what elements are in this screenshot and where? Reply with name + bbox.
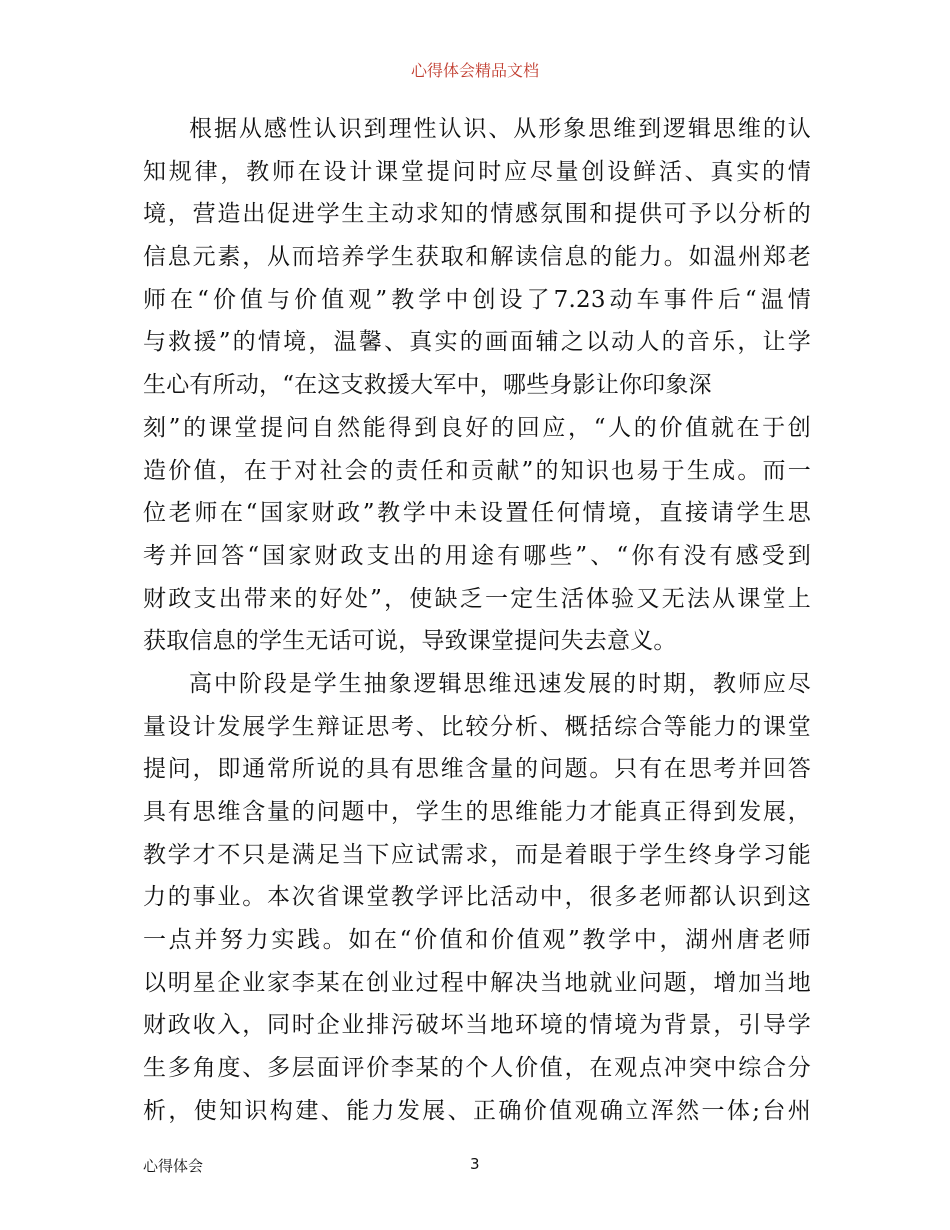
paragraph-1-line-1: 根据从感性认识到理性认识、从形象思维到逻辑思维的认: [189, 116, 811, 142]
paragraph-2-line-7: 一点并努力实践。如在“价值和价值观”教学中，湖州唐老师: [143, 927, 811, 954]
paragraph-1-line-5: 师在“价值与价值观”教学中创设了7.23动车事件后“温情: [143, 286, 811, 313]
paragraph-2-line-3: 提问，即通常所说的具有思维含量的问题。只有在思考并回答: [143, 756, 811, 783]
paragraph-1-line-13: 获取信息的学生无话可说，导致课堂提问失去意义。: [143, 628, 677, 655]
document-body: [143, 108, 811, 1133]
paragraph-2-line-2: 量设计发展学生辩证思考、比较分析、概括综合等能力的课堂: [143, 713, 811, 740]
paragraph-1-line-4: 信息元素，从而培养学生获取和解读信息的能力。如温州郑老: [143, 244, 811, 271]
paragraph-1-line-8: 刻”的课堂提问自然能得到良好的回应，“人的价值就在于创: [143, 414, 811, 441]
paragraph-1-line-6: 与救援”的情境，温馨、真实的画面辅之以动人的音乐，让学: [143, 329, 811, 356]
paragraph-1-line-11: 考并回答“国家财政支出的用途有哪些”、“你有没有感受到: [143, 542, 811, 569]
paragraph-1-line-9: 造价值，在于对社会的责任和贡献”的知识也易于生成。而一: [143, 457, 811, 484]
paragraph-1-line-10: 位老师在“国家财政”教学中未设置任何情境，直接请学生思: [143, 500, 811, 527]
paragraph-2-line-5: 教学才不只是满足当下应试需求，而是着眼于学生终身学习能: [143, 841, 811, 868]
paragraph-2-line-4: 具有思维含量的问题中，学生的思维能力才能真正得到发展，: [143, 799, 811, 825]
paragraph-2-line-10: 生多角度、多层面评价李某的个人价值，在观点冲突中综合分: [143, 1055, 811, 1082]
paragraph-1-line-7: 生心有所动，“在这支救援大军中，哪些身影让你印象深: [143, 372, 712, 399]
paragraph-1-line-3: 境，营造出促进学生主动求知的情感氛围和提供可予以分析的: [143, 201, 811, 228]
page-number: 3: [470, 1155, 480, 1173]
paragraph-2-line-11: 析，使知识构建、能力发展、正确价值观确立浑然一体;台州: [143, 1097, 811, 1124]
paragraph-2-line-9: 财政收入，同时企业排污破坏当地环境的情境为背景，引导学: [143, 1012, 811, 1039]
page-header-title: 心得体会精品文档: [410, 61, 539, 80]
paragraph-1-line-2: 知规律，教师在设计课堂提问时应尽量创设鲜活、真实的情: [143, 158, 811, 185]
paragraph-2-line-6: 力的事业。本次省课堂教学评比活动中，很多老师都认识到这: [143, 884, 811, 911]
paragraph-2-line-1: 高中阶段是学生抽象逻辑思维迅速发展的时期，教师应尽: [189, 670, 811, 697]
paragraph-2-line-8: 以明星企业家李某在创业过程中解决当地就业问题，增加当地: [143, 969, 811, 996]
paragraph-1-line-12: 财政支出带来的好处”，使缺乏一定生活体验又无法从课堂上: [143, 585, 811, 612]
footer-left-text: 心得体会: [143, 1157, 204, 1175]
